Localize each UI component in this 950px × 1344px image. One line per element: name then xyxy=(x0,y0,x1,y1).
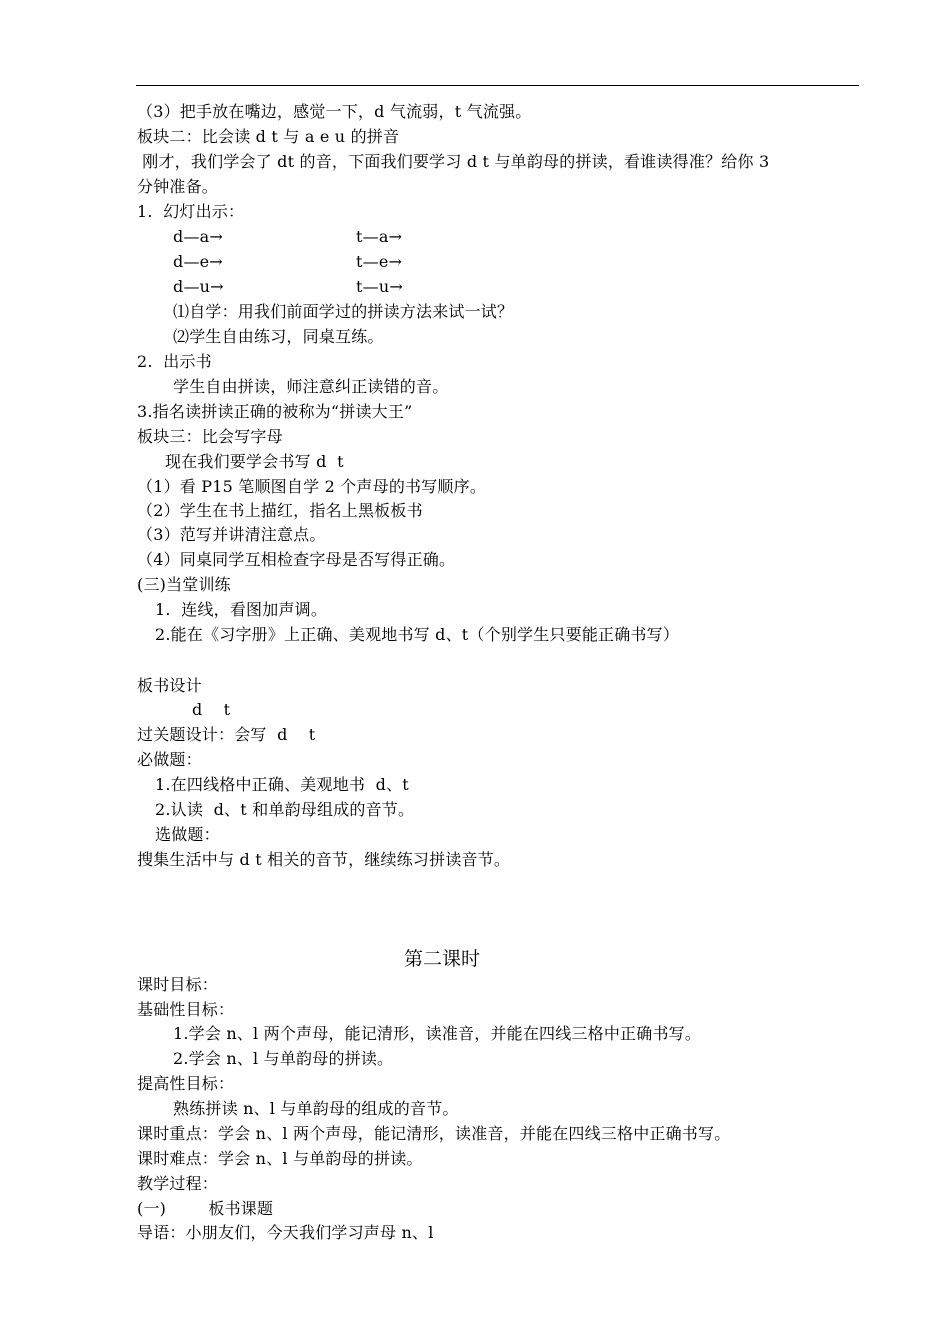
text-line: 1. 连线，看图加声调。 xyxy=(155,600,328,619)
text-line: (一) 板书课题 xyxy=(137,1199,274,1218)
text-line: 1.在四线格中正确、美观地书 d、t xyxy=(155,775,409,794)
text-line: 熟练拼读 n、l 与单韵母的组成的音节。 xyxy=(173,1099,459,1118)
text-line: 学生自由拼读，师注意纠正读错的音。 xyxy=(173,377,449,396)
text-line: 基础性目标： xyxy=(137,1000,235,1019)
text-line: 2.认读 d、t 和单韵母组成的音节。 xyxy=(155,800,415,819)
text-line: 2.学会 n、l 与单韵母的拼读。 xyxy=(173,1049,394,1068)
pinyin-item: t—u→ xyxy=(356,277,403,296)
text-line: 1.学会 n、l 两个声母，能记清形，读准音，并能在四线三格中正确书写。 xyxy=(173,1024,702,1043)
section-heading: 板书设计 xyxy=(137,676,202,695)
text-line: 课时难点：学会 n、l 与单韵母的拼读。 xyxy=(137,1149,423,1168)
text-line: 搜集生活中与 d t 相关的音节，继续练习拼读音节。 xyxy=(137,850,511,869)
text-line: 现在我们要学会书写 d t xyxy=(165,452,344,471)
text-line: 分钟准备。 xyxy=(137,177,219,196)
text-line: （4）同桌同学互相检查字母是否写得正确。 xyxy=(137,550,456,569)
text-line: （3）范写并讲清注意点。 xyxy=(137,525,326,544)
text-line: （1）看 P15 笔顺图自学 2 个声母的书写顺序。 xyxy=(137,477,487,496)
text-line: 提高性目标： xyxy=(137,1074,235,1093)
lesson-title: 第二课时 xyxy=(404,948,481,970)
text-line: 2.能在《习字册》上正确、美观地书写 d、t（个别学生只要能正确书写） xyxy=(155,625,680,644)
section-heading: (三)当堂训练 xyxy=(137,575,231,594)
pinyin-item: d—u→ xyxy=(173,277,224,296)
board-letters: d t xyxy=(192,700,231,719)
pinyin-item: t—a→ xyxy=(356,227,403,246)
pinyin-item: d—e→ xyxy=(173,252,223,271)
pinyin-item: d—a→ xyxy=(173,227,223,246)
text-line: 2. 出示书 xyxy=(137,352,212,371)
text-line: 教学过程： xyxy=(137,1174,219,1193)
text-line: 刚才，我们学会了 dt 的音，下面我们要学习 d t 与单韵母的拼读，看谁读得准？给你 3 xyxy=(137,152,770,171)
text-line: 必做题： xyxy=(137,750,202,769)
header-rule xyxy=(136,85,859,86)
section-heading: 板块二：比会读 d t 与 a e u 的拼音 xyxy=(137,127,400,146)
text-line: （2）学生在书上描红，指名上黑板板书 xyxy=(137,501,423,520)
text-line: ⑵学生自由练习，同桌互练。 xyxy=(173,327,384,346)
text-line: 选做题： xyxy=(155,825,220,844)
text-line: 课时目标： xyxy=(137,975,219,994)
text-line: 1. 幻灯出示： xyxy=(137,202,245,221)
text-line: ⑴自学：用我们前面学过的拼读方法来试一试？ xyxy=(173,302,514,321)
pinyin-item: t—e→ xyxy=(356,252,403,271)
text-line: 过关题设计：会写 d t xyxy=(137,725,316,744)
text-line: （3）把手放在嘴边，感觉一下，d 气流弱，t 气流强。 xyxy=(137,102,532,121)
section-heading: 板块三：比会写字母 xyxy=(137,427,283,446)
text-line: 课时重点：学会 n、l 两个声母，能记清形，读准音，并能在四线三格中正确书写。 xyxy=(137,1124,731,1143)
text-line: 导语：小朋友们，今天我们学习声母 n、l xyxy=(137,1223,434,1242)
text-line: 3.指名读拼读正确的被称为“拼读大王” xyxy=(137,402,413,421)
